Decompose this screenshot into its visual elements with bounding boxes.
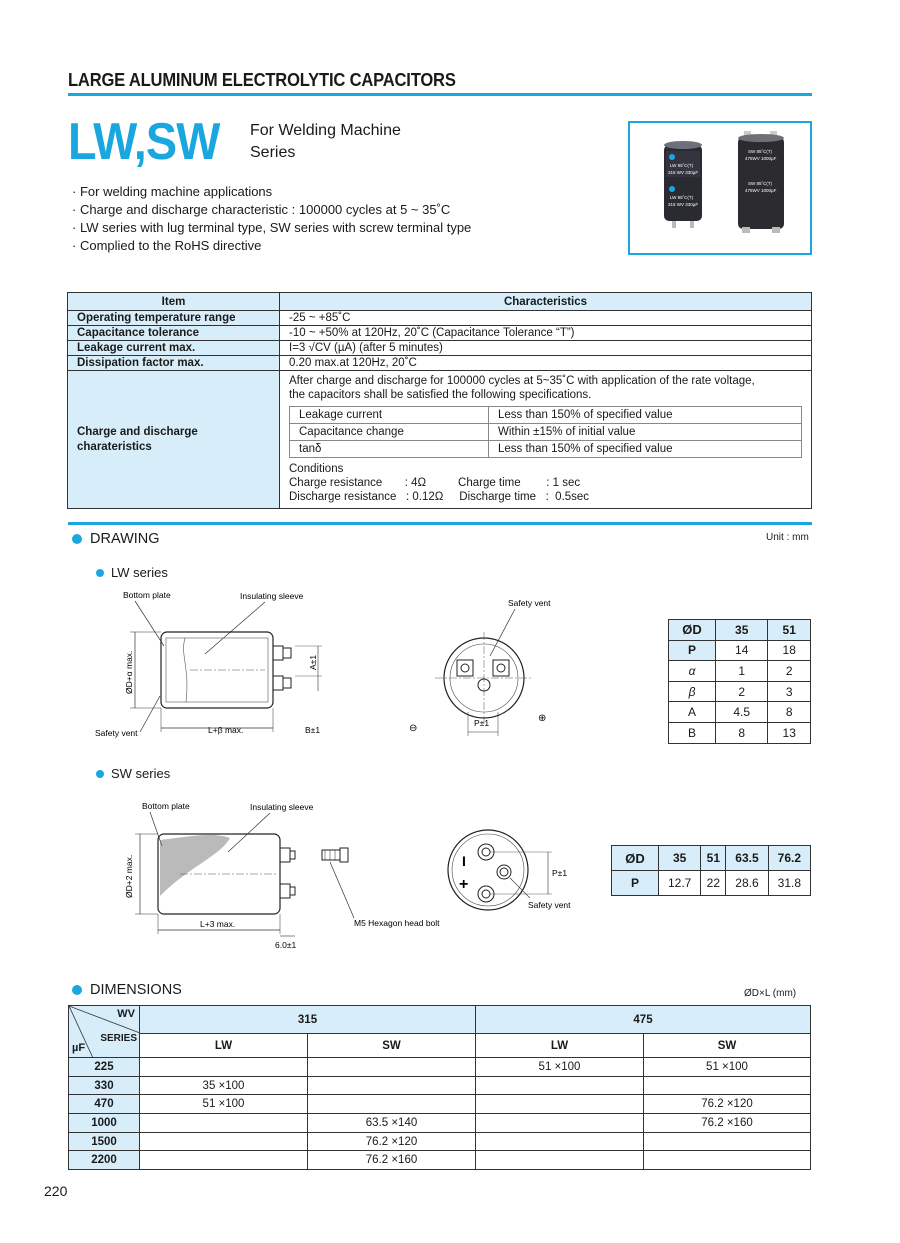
sw-top-drawing	[440, 822, 590, 914]
svg-text:SW 85˚C(T): SW 85˚C(T)	[748, 181, 772, 186]
lw-top-drawing	[400, 594, 560, 739]
sw-insulating-sleeve-label: Insulating sleeve	[250, 802, 314, 812]
lw-plus-icon: ⊕	[538, 713, 547, 724]
lw-bottom-plate-label: Bottom plate	[123, 590, 171, 600]
sw-diameter-label: ØD+2 max.	[124, 854, 134, 898]
series-name: LW,SW	[68, 113, 220, 171]
lw-series-title: LW series	[96, 565, 168, 580]
cap1-label: LW 85˚C(T)	[670, 163, 694, 168]
lw-diameter-label: ØD+α max.	[124, 650, 134, 694]
table-row: Operating temperature range -25 ~ +85˚C	[68, 311, 812, 326]
svg-text:475WV 1000µF: 475WV 1000µF	[745, 156, 777, 161]
table-row-charge: Charge and discharge charateristics After charge and discharge for 100000 cycles at 5~35˚C with application of the rate voltage, the capacitors shall be satisfied the following specifications. Leakage current Less than 150% of specified value Capacitance change Within ±15% of initial value tanδ Less than 150% of specified value Conditions Charge resistance : 4Ω Charge time : 1 sec Discharge resistance : 0.12Ω Discharge time : 0.5sec	[68, 371, 812, 509]
svg-text:315 WV 330µF: 315 WV 330µF	[668, 202, 699, 207]
lw-spec-table: ØD 35 51 P 14 18 α 1 2 β 2 3 A 4.5 8 B 8 13	[668, 619, 811, 744]
lw-a-label: A±1	[308, 654, 318, 670]
capacitor-photo-illustration	[630, 123, 810, 253]
lw-minus-icon: ⊖	[409, 723, 418, 734]
dimensions-title: DIMENSIONS	[72, 982, 182, 998]
sw-bottom-plate-label: Bottom plate	[142, 801, 190, 811]
table-row: Capacitance tolerance -10 ~ +50% at 120Hz, 20˚C (Capacitance Tolerance “T”)	[68, 326, 812, 341]
lw-side-drawing	[90, 586, 340, 746]
table-row: A 4.5 8	[669, 702, 811, 723]
conditions-discharge: Discharge resistance : 0.12Ω Discharge time : 0.5sec	[289, 491, 590, 503]
bullet-dot-icon	[72, 985, 82, 995]
dimensions-unit: ØD×L (mm)	[744, 988, 797, 999]
cap2-label: SW 85˚C(T)	[748, 149, 772, 154]
table-row: 470 51 ×100 76.2 ×120	[69, 1095, 811, 1114]
table-row: 1000 63.5 ×140 76.2 ×160	[69, 1114, 811, 1133]
page-number: 220	[44, 1183, 68, 1199]
table-row: α 1 2	[669, 661, 811, 682]
page-header-title: LARGE ALUMINUM ELECTROLYTIC CAPACITORS	[68, 70, 456, 90]
voltage-315: 315	[140, 1006, 476, 1034]
table-row: P 14 18	[669, 640, 811, 661]
charge-spec-table: Leakage current Less than 150% of specified value Capacitance change Within ±15% of initial value tanδ Less than 150% of specified value	[289, 406, 802, 458]
table-row: 330 35 ×100	[69, 1076, 811, 1095]
conditions-charge: Charge resistance : 4Ω Charge time : 1 sec	[289, 477, 581, 489]
lw-b-label: B±1	[305, 725, 321, 735]
characteristics-header: Characteristics	[280, 293, 812, 311]
conditions-label: Conditions	[289, 463, 344, 475]
lw-length-label: L+β max.	[208, 725, 244, 735]
sw-plus-icon: +	[459, 876, 469, 893]
table-row: Dissipation factor max. 0.20 max.at 120Hz, 20˚C	[68, 356, 812, 371]
sw-six-label: 6.0±1	[275, 940, 297, 950]
sw-p-label: P±1	[552, 868, 568, 878]
table-row: B 8 13	[669, 722, 811, 743]
svg-text:475WV 1000µF: 475WV 1000µF	[745, 188, 777, 193]
svg-text:LW 85˚C(T): LW 85˚C(T)	[670, 195, 694, 200]
bullet-dot-icon	[96, 569, 104, 577]
bullet-dot-icon	[72, 534, 82, 544]
feature-item: · For welding machine applications	[72, 183, 471, 201]
feature-list	[72, 183, 471, 255]
table-row: Leakage current max. I=3 √CV (µA) (after 5 minutes)	[68, 341, 812, 356]
series-subtitle: For Welding Machine Series	[250, 122, 401, 161]
table-row: 2200 76.2 ×160	[69, 1151, 811, 1170]
drawing-rule	[68, 522, 812, 525]
sw-safety-vent-label: Safety vent	[528, 900, 571, 910]
sw-minus-icon: I	[462, 853, 466, 869]
sw-length-label: L+3 max.	[200, 919, 236, 929]
lw-p-label: P±1	[474, 718, 490, 728]
drawing-unit: Unit : mm	[766, 532, 809, 543]
sw-side-drawing	[120, 796, 470, 956]
corner-cell: WV SERIES µF	[69, 1006, 140, 1058]
table-row: 1500 76.2 ×120	[69, 1132, 811, 1151]
dimensions-table: WV SERIES µF 315 475 LW SW LW SW 225 51 ×100 51 ×100 330 35 ×100 470 51 ×100 76.2 ×120 1000 63.5 ×140 76.2 ×160 1500 76.2 ×120 2200 76.2 ×160	[68, 1005, 811, 1170]
sw-spec-table: ØD 35 51 63.5 76.2 P 12.7 22 28.6 31.8	[611, 845, 811, 896]
voltage-475: 475	[476, 1006, 811, 1034]
table-row: 225 51 ×100 51 ×100	[69, 1058, 811, 1077]
table-row: P 12.7 22 28.6 31.8	[612, 871, 811, 896]
svg-text:315 WV 330µF: 315 WV 330µF	[668, 170, 699, 175]
sw-series-title: SW series	[96, 766, 170, 781]
feature-item: · LW series with lug terminal type, SW series with screw terminal type	[72, 219, 471, 237]
feature-item: · Complied to the RoHS directive	[72, 237, 471, 255]
sw-bolt-label: M5 Hexagon head bolt	[354, 918, 440, 928]
product-photo	[628, 121, 812, 255]
lw-insulating-sleeve-label: Insulating sleeve	[240, 591, 304, 601]
bullet-dot-icon	[96, 770, 104, 778]
header-rule	[68, 93, 812, 96]
drawing-title: DRAWING	[72, 531, 160, 547]
item-header: Item	[68, 293, 280, 311]
table-row: β 2 3	[669, 681, 811, 702]
feature-item: · Charge and discharge characteristic : 100000 cycles at 5 ~ 35˚C	[72, 201, 471, 219]
lw-safety-vent-top-label: Safety vent	[508, 598, 551, 608]
lw-safety-vent-label: Safety vent	[95, 728, 138, 738]
characteristics-table	[67, 292, 812, 509]
